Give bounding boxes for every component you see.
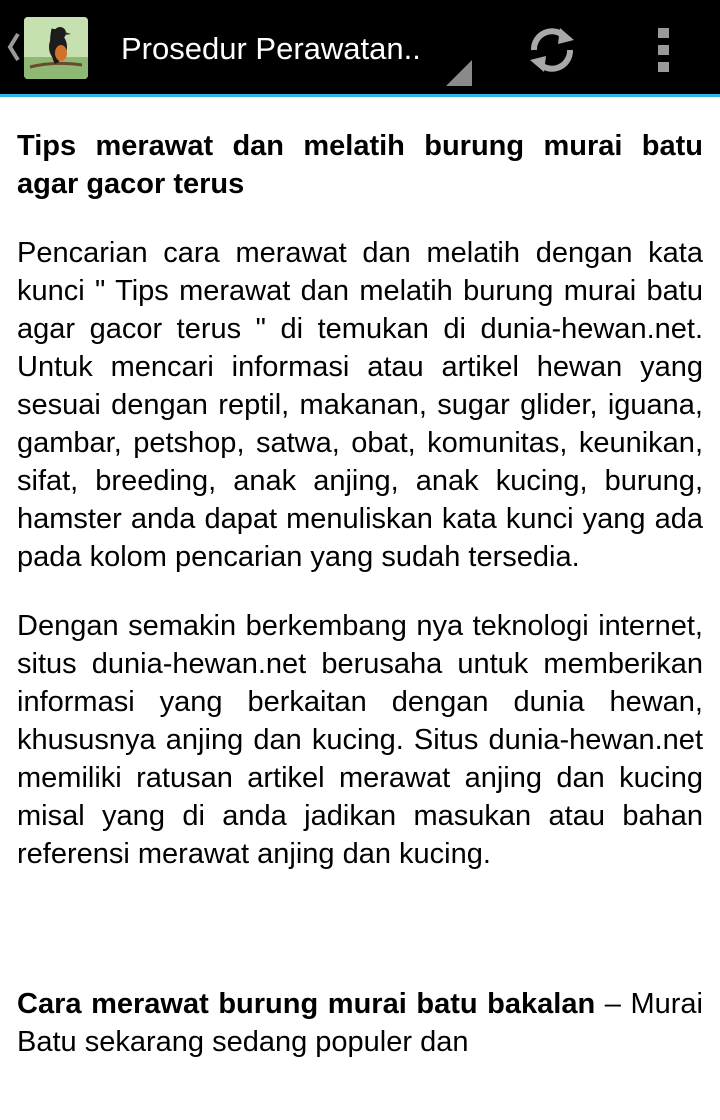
- section-text: – Murai Batu sekarang sedang populer dan: [17, 988, 704, 1058]
- action-bar-divider: [0, 94, 720, 97]
- chevron-left-icon[interactable]: [6, 30, 22, 64]
- article-heading: Tips merawat dan melatih burung murai batu agar gacor terus: [17, 130, 703, 200]
- refresh-icon[interactable]: [520, 20, 584, 80]
- article-paragraph: Pencarian cara merawat dan melatih dengan kata kunci " Tips merawat dan melatih burung murai batu agar gacor terus " di temukan di dunia-hewan.net. Untuk mencari informasi atau artikel hewan yang sesuai dengan reptil, makanan, sugar glider, iguana, gambar, petshop, satwa, obat, komunitas, keunikan, sifat, breeding, anak anjing, anak kucing, burung, hamster anda dapat menuliskan kata kunci yang ada pada kolom pencarian yang sudah tersedia.: [17, 237, 703, 573]
- action-bar: [0, 0, 720, 94]
- page-title: Prosedur Perawatan..: [121, 31, 421, 66]
- article-content: [17, 127, 703, 1061]
- bird-icon[interactable]: [24, 17, 88, 79]
- dropdown-indicator-icon[interactable]: [446, 60, 472, 86]
- article-paragraph: Dengan semakin berkembang nya teknologi internet, situs dunia-hewan.net berusaha untuk memberikan informasi yang berkaitan dengan dunia hewan, khususnya anjing dan kucing. Situs dunia-hewan.net memiliki ratusan artikel merawat anjing dan kucing misal yang di anda jadikan masukan atau bahan referensi merawat anjing dan kucing.: [17, 610, 703, 870]
- spacer: [17, 873, 703, 985]
- article-section: [17, 985, 703, 1061]
- overflow-menu-icon[interactable]: [640, 20, 688, 80]
- section-heading: Cara merawat burung murai batu bakalan: [17, 988, 596, 1020]
